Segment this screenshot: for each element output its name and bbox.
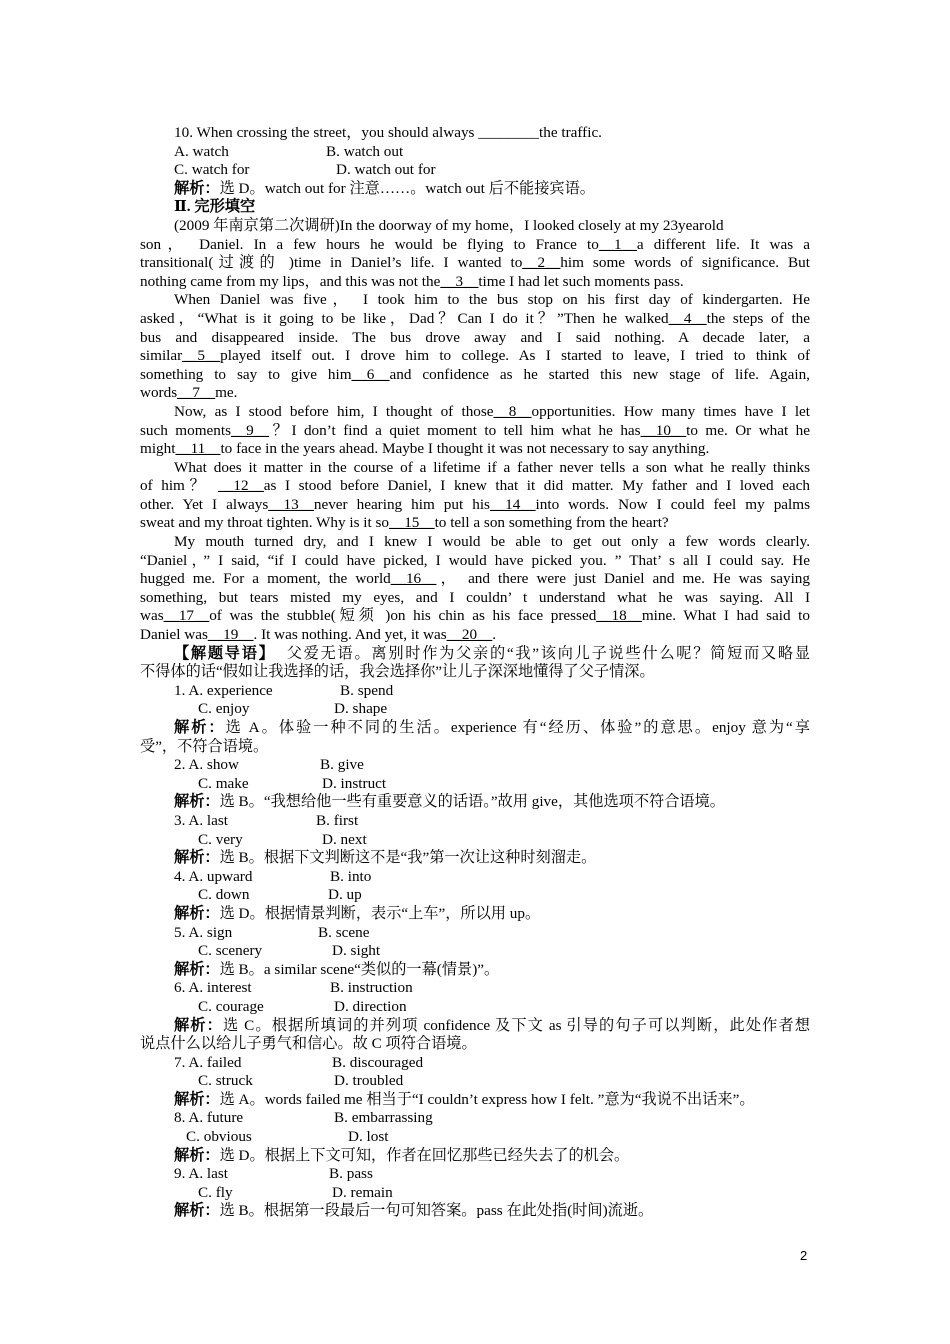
passage-line: of him？ __12__as I stood before Daniel, I knew that it did matter. My father and I loved each [140, 477, 811, 495]
option-c: C. watch for [174, 161, 250, 179]
passage-line: was__17__of was the stubble(短须 )on his chin as his face pressed__18__mine. What I had said to [140, 607, 810, 625]
question-options-ab: 6. A. interest B. instruction [174, 979, 413, 997]
question-10-options-ab [140, 143, 810, 162]
question-analysis-cont: 说点什么以给儿子勇气和信心。故 C 项符合语境。 [140, 1035, 477, 1053]
blank-3[interactable]: __3__ [440, 272, 479, 290]
question-options-ab: 7. A. failed B. discouraged [174, 1053, 424, 1071]
passage-line: other. Yet I always__13__never hearing him put his__14__into words. Now I could feel my palms [140, 495, 810, 513]
blank-17[interactable]: __17__ [163, 607, 210, 625]
question-options-cd: C. fly D. remain [198, 1183, 393, 1201]
question-analysis: 解析：选 A。体验一种不同的生活。experience 有“经历、体验”的意思。enjoy 意为“享 [174, 719, 810, 736]
option-a: A. watch [174, 142, 229, 160]
blank-10[interactable]: __10__ [640, 421, 687, 439]
passage-line: hugged me. For a moment, the world__16__， and there were just Daniel and me. He was saying [140, 570, 810, 588]
question-analysis: 解析：选 C。根据所填词的并列项 confidence 及下文 as 引导的句子可以判断，此处作者想 [174, 1016, 810, 1034]
passage-line: such moments__9__？I don’t find a quiet moment to tell him what he has__10__to me. Or what he [140, 421, 810, 439]
question-analysis: 解析：选 D。根据情景判断，表示“上车”，所以用 up。 [174, 904, 541, 922]
passage-line: might__11__to face in the years ahead. Maybe I thought it was not necessary to say anything. [140, 440, 710, 458]
guide-line: 【解题导语】 父爱无语。离别时作为父亲的“我”该向儿子说些什么呢？简短而又略显 [174, 644, 811, 662]
question-10-options-cd [140, 161, 810, 180]
question-analysis: 解析：选 A。words failed me 相当于“I couldn’t express how I felt. ”意为“我说不出话来”。 [174, 1090, 755, 1108]
blank-6[interactable]: __6__ [351, 365, 390, 383]
question-10-stem: 10. When crossing the street，you should always ________the traffic. [174, 124, 602, 141]
question-options-cd: C. struck D. troubled [198, 1072, 404, 1090]
question-options-ab: 1. A. experience B. spend [174, 681, 394, 699]
guide-label: 【解题导语】 [174, 644, 276, 662]
passage-line: Now, as I stood before him, I thought of those__8__opportunities. How many times have I let [174, 402, 811, 420]
blank-14[interactable]: __14__ [489, 495, 536, 513]
passage-line: When Daniel was five， I took him to the bus stop on his first day of kindergarten. He [174, 291, 810, 309]
passage-line: Daniel was__19__. It was nothing. And yet, it was__20__. [140, 626, 497, 644]
passage-line: asked，“What is it going to be like，Dad？Can I do it？”Then he walked__4__the steps of the [140, 309, 810, 327]
blank-18[interactable]: __18__ [596, 607, 642, 625]
question-options-cd: C. very D. next [198, 830, 367, 848]
section-title: Ⅱ. 完形填空 [174, 198, 256, 216]
passage-line: sweat and my throat tighten. Why is it so__15__to tell a son something from the heart? [140, 514, 669, 532]
question-options-ab: 8. A. future B. embarrassing [174, 1109, 433, 1127]
blank-13[interactable]: __13__ [268, 495, 314, 513]
blank-20[interactable]: __20__ [446, 626, 493, 644]
passage-line: nothing came from my lips，and this was not the__3__time I had let such moments pass. [140, 272, 684, 290]
question-analysis: 解析：选 B。a similar scene“类似的一幕(情景)”。 [174, 960, 500, 978]
blank-19[interactable]: __19__ [207, 626, 254, 644]
option-b: B. watch out [326, 142, 404, 160]
question-analysis: 解析：选 B。“我想给他一些有重要意义的话语。”故用 give，其他选项不符合语境。 [174, 793, 725, 811]
question-options-cd: C. obvious D. lost [186, 1128, 389, 1146]
question-options-cd: C. scenery D. sight [198, 942, 381, 960]
blank-7[interactable]: __7__ [177, 384, 216, 402]
option-d: D. watch out for [336, 161, 436, 179]
question-analysis: 解析：选 B。根据下文判断这不是“我”第一次让这种时刻溜走。 [174, 849, 597, 867]
blank-1[interactable]: __1__ [598, 235, 637, 253]
passage-line: similar__5__played itself out. I drove him to college. As I started to leave, I tried to think of [140, 347, 810, 365]
question-options-cd: C. make D. instruct [198, 774, 387, 792]
blank-9[interactable]: __9__ [230, 421, 269, 439]
passage-line: something to say to give him__6__and confidence as he started this new stage of life. Again, [140, 365, 810, 383]
blank-5[interactable]: __5__ [182, 347, 221, 365]
passage-line: something, but tears misted my eyes, and I couldn’ t understand what he was saying. All I [140, 588, 810, 606]
question-analysis: 解析：选 B。根据第一段最后一句可知答案。pass 在此处指(时间)流逝。 [174, 1202, 654, 1220]
question-10-analysis: 解析：选 D。watch out for 注意……。watch out 后不能接宾语。 [174, 179, 595, 197]
question-options-ab: 5. A. sign B. scene [174, 923, 370, 941]
passage-line: transitional(过渡的 )time in Daniel’s life. I wanted to__2__him some words of significance. But [140, 254, 810, 272]
passage-line: What does it matter in the course of a lifetime if a father never tells a son what he really thinks [174, 458, 810, 476]
question-analysis-cont: 受”，不符合语境。 [140, 737, 269, 755]
page-content [140, 124, 810, 1221]
question-options-cd: C. enjoy D. shape [198, 700, 388, 718]
question-options-cd: C. courage D. direction [198, 997, 407, 1015]
question-options-ab: 4. A. upward B. into [174, 867, 372, 885]
page-number: 2 [800, 1248, 808, 1263]
question-options-ab: 3. A. last B. first [174, 811, 359, 829]
guide-line: 不得体的话“假如让我选择的话，我会选择你”让儿子深深地懂得了父子情深。 [140, 663, 655, 681]
blank-12[interactable]: __12__ [218, 477, 264, 495]
passage-line: words__7__me. [140, 384, 238, 402]
passage-line: son， Daniel. In a few hours he would be flying to France to__1__a different life. It was a [140, 235, 811, 253]
passage-line: (2009 年南京第二次调研)In the doorway of my home，I looked closely at my 23yearold [174, 216, 724, 234]
question-options-ab: 9. A. last B. pass [174, 1165, 373, 1183]
blank-4[interactable]: __4__ [668, 309, 707, 327]
question-options-ab: 2. A. show B. give [174, 756, 364, 774]
passage-line: “Daniel，” I said, “if I could have picked, I would have picked you. ” That’ s all I could say. He [140, 551, 810, 569]
blank-8[interactable]: __8__ [493, 402, 532, 420]
question-options-cd: C. down D. up [198, 886, 362, 904]
blank-2[interactable]: __2__ [522, 254, 561, 272]
blank-15[interactable]: __15__ [389, 514, 435, 532]
passage-line: My mouth turned dry, and I knew I would be able to get out only a few words clearly. [174, 533, 810, 551]
question-analysis: 解析：选 D。根据上下文可知，作者在回忆那些已经失去了的机会。 [174, 1146, 630, 1164]
blank-16[interactable]: __16__ [390, 570, 437, 588]
blank-11[interactable]: __11__ [175, 440, 221, 458]
passage-line: bus and disappeared inside. The bus drove away and I said nothing. A decade later, a [140, 328, 810, 346]
